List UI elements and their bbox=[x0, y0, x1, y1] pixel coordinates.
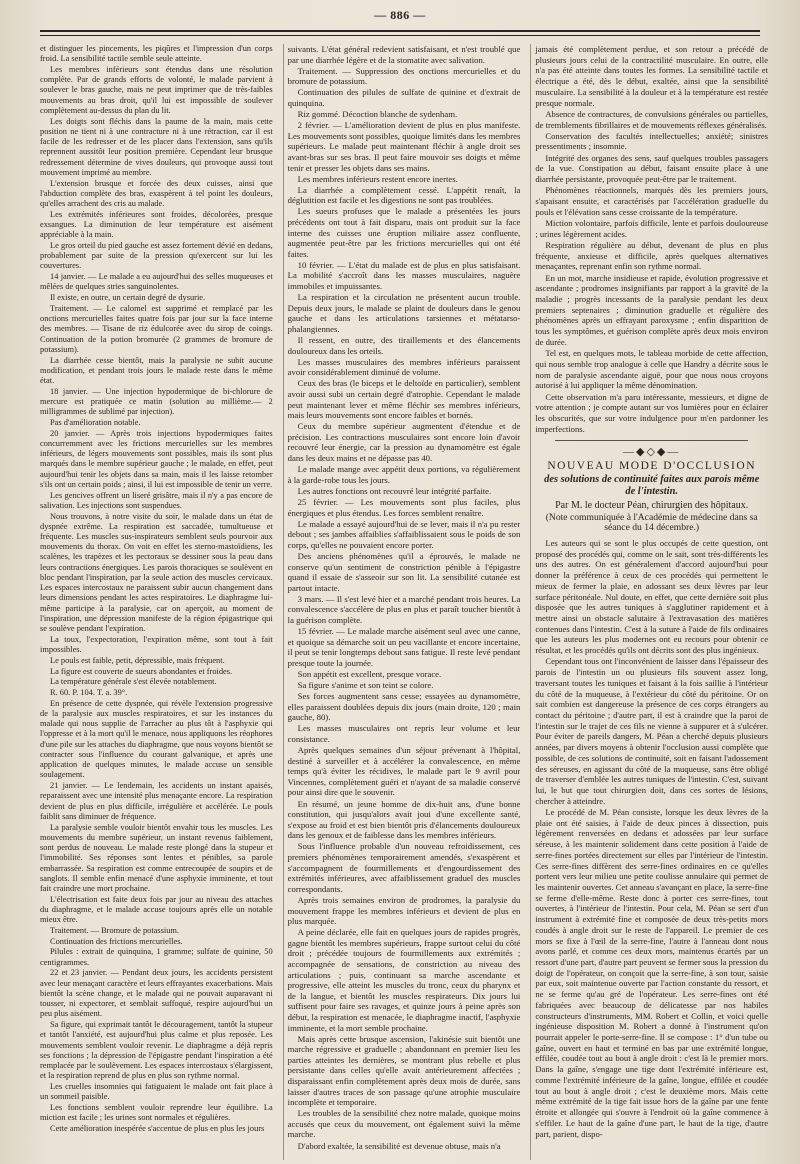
paragraph: Traitement. — Le calomel est supprimé et remplacé par les onctions mercurielles faites quatre fois par jour sur la face interne des membres. — Tisane de riz édulcorée avec du sirop de coings. Continuation de la potion bromurée (2 grammes de bromure de potassium). bbox=[40, 303, 273, 354]
paragraph: 15 février. — Le malade marche aisément seul avec une canne, et quoique sa démarche soit un peu vacillante et encore incertaine, il peut se tenir longtemps debout sans fatigue. Il reste levé pendant presque toute la journée. bbox=[287, 626, 521, 668]
paragraph: La température générale s'est élevée notablement. bbox=[50, 677, 217, 687]
paragraph: Ses forces augmentent sans cesse; essayées au dynamomètre, elles paraissent doublées depuis dix jours (main droite, 120 ; main gauche, 80). bbox=[287, 691, 521, 723]
paragraph: Miction volontaire, parfois difficile, lente et parfois douloureuse ; urines légèrement acides. bbox=[535, 218, 769, 239]
paragraph: Continuation des frictions mercurielles. bbox=[50, 936, 183, 946]
paragraph: Le malade a essayé aujourd'hui de se lever, mais il n'a pu rester debout ; ses jambes affaiblies s'affaiblissaient sous le poids de son corps, qu'elles ne pouvaient encore porter. bbox=[287, 518, 521, 550]
text-columns bbox=[40, 44, 768, 1160]
column-right bbox=[530, 44, 768, 1160]
paragraph: Les membres inférieurs restent encore inertes. bbox=[297, 173, 458, 184]
paragraph: L'électrisation est faite deux fois par jour au niveau des attaches du diaphragme, et le malade accuse toujours après elle un notable mieux être. bbox=[40, 894, 273, 925]
paragraph: Les doigts sont fléchis dans la paume de la main, mais cette position ne tient ni à une contracture ni à une rétraction, car il est facile de les redresser et de les placer dans l'extension, sans qu'ils reprennent aussitôt leur position première. Cependant leur brusque redressement détermine de vives douleurs, qui provoque aussi tout mouvement imprimé au membre. bbox=[40, 116, 273, 177]
paragraph: Le gros orteil du pied gauche est assez fortement dévié en dedans, probablement par suite de la pression qu'exercent sur lui les couvertures. bbox=[40, 240, 273, 271]
paragraph: Nous trouvons, à notre visite du soir, le malade dans un état de dyspnée extrême. La respiration est saccadée, tumultueuse et fréquente. Les muscles sus-inspirateurs semblent seuls pourvoir aux mouvements du thorax. On voit en effet les sterno-mastoïdiens, les scalènes, les trapèzes et les pectoraux se dessiner sous la peau dans leurs contractions énergiques. Les parois thoraciques se soulèvent en bloc pendant l'inspiration, par la seule action des muscles cervicaux. Les espaces intercostaux ne paraissent subir aucun changement dans leurs dimensions pendant les actes respiratoires. Le diaphragme lui-même participe à la paralysie, car on aperçoit, au moment de l'inspiration, une dépression manifeste de la région épigastrique qui se soulève pendant l'expiration. bbox=[40, 511, 273, 634]
paragraph: A peine déclarée, elle fait en quelques jours de rapides progrès, gagne bientôt les membres supérieurs, frappe surtout celui du côté droit ; précédée toujours de fourmillements aux extrémités ; accompagnée de sensations, de constriction au niveau des articulations ; puis, continuant sa marche ascendante et progressive, elle atteint les muscles du tronc, ceux du pharynx et de la langue, et bientôt les muscles respirateurs. Dix jours lui suffisent pour faire ses ravages, et quinze jours à peine après son début, la respiration est menacée, le diaphragme inactif, l'asphyxie imminente, et la mort semble prochaine. bbox=[287, 927, 521, 1033]
paragraph: Phénomènes réactionnels, marqués dès les premiers jours, s'apaisant ensuite, et caractérisés par l'accélération graduelle du pouls et l'élévation sans cesse croissante de la température. bbox=[535, 185, 769, 217]
column-left bbox=[40, 44, 273, 1160]
paragraph: Absence de contractures, de convulsions générales ou partielles, de tremblements fibrillaires et de mouvements réflexes généralisés. bbox=[535, 108, 769, 130]
paragraph: Des anciens phénomènes qu'il a éprouvés, le malade ne conserve qu'un sentiment de constriction pénible à l'épigastre quand il essaie de s'asseoir sur son lit. La sensibilité cutanée est partout intacte. bbox=[287, 550, 521, 593]
paragraph: Traitement. — Suppression des onctions mercurielles et du bromure de potassium. bbox=[287, 65, 521, 87]
paragraph: Ceux du membre supérieur augmentent d'étendue et de précision. Les contractions musculaires sont encore loin d'avoir recouvré leur énergie, car la pression au dynamomètre est égale dans les deux mains et ne dépasse pas 40. bbox=[287, 421, 521, 464]
paragraph: Cette observation m'a paru intéressante, messieurs, et digne de votre attention ; je compte autant sur vos lumières pour en éclairer les obscurités, que sur votre indulgence pour m'en pardonner les imperfections. bbox=[535, 391, 769, 434]
paragraph: Respiration régulière au début, devenant de plus en plus fréquente, anxieuse et difficile, après quelques alternatives menaçantes, reprenant enfin son rythme normal. bbox=[535, 239, 769, 272]
paragraph: Il ressent, en outre, des tiraillements et des élancements douloureux dans les orteils. bbox=[287, 335, 521, 356]
paragraph: La toux, l'expectoration, l'expiration même, sont tout à fait impossibles. bbox=[40, 634, 273, 655]
paragraph: et distinguer les pincements, les piqûres et l'impression d'un corps froid. La sensibilité tactile semble seule atteinte. bbox=[40, 44, 273, 64]
paragraph: 2 février. — L'amélioration devient de plus en plus manifeste. Les mouvements sont possibles, quoique limités dans les membres supérieurs. Le malade peut maintenant fléchir à angle droit ses avant-bras sur ses bras. Il peut faire mouvoir ses doigts et même tenir et presser les objets dans ses mains. bbox=[287, 120, 521, 173]
section-divider bbox=[555, 440, 748, 441]
page-header bbox=[40, 6, 760, 40]
article-note: (Note communiquée à l'Académie de médecine dans sa séance du 14 décembre.) bbox=[545, 511, 758, 534]
paragraph: Le pouls est faible, petit, dépressible, mais fréquent. bbox=[50, 655, 225, 665]
paragraph: La respiration et la circulation ne présentent aucun trouble. Depuis deux jours, le malade se plaint de douleurs dans le genou gauche et dans les articulations tarsiennes et métatarso-phalangiennes. bbox=[287, 292, 521, 334]
paragraph: Les extrémités inférieures sont froides, décolorées, presque exsangues. La diminution de leur température est aisément appréciable à la main. bbox=[40, 209, 273, 240]
article-heading bbox=[535, 440, 768, 534]
paragraph: Mais après cette brusque ascension, l'akinésie suit bientôt une marche régressive et graduelle ; abandonnant en premier lieu les parties atteintes les dernières, se montrant plus rebelle et plus persistante dans celles qu'elle avait antérieurement affectées ; disparaissant enfin complètement après deux mois de durée, sans laisser d'autres traces de son passage qu'une atrophie musculaire incomplète et temporaire. bbox=[287, 1033, 521, 1108]
article-title: NOUVEAU MODE D'OCCLUSION bbox=[547, 460, 756, 473]
article-subtitle: des solutions de continuité faites aux parois même de l'intestin. bbox=[544, 473, 760, 497]
paragraph: La diarrhée a complètement cessé. L'appétit renaît, la déglutition est facile et les digestions ne sont pas troublées. bbox=[287, 184, 521, 206]
paragraph: Riz gommé. Décoction blanche de sydenham. bbox=[297, 109, 458, 120]
paragraph: Tel est, en quelques mots, le tableau morbide de cette affection, qui nous semble trop analogue à celle que Handry a décrite sous le nom de paralysie ascendante aiguë, pour que nous nous croyons autorisé à lui appliquer la même dénomination. bbox=[535, 348, 769, 391]
paragraph: Son appétit est excellent, presque vorace. bbox=[297, 668, 442, 679]
paragraph: Les cruelles insomnies qui fatiguaient le malade ont fait place à un sommeil paisible. bbox=[40, 1081, 273, 1102]
paragraph: Sa figure, qui exprimait tantôt le découragement, tantôt la stupeur et tantôt l'anxiété, est aujourd'hui plus calme et plus reposée. Les mouvements semblent vouloir revenir. Le diaphragme a déjà repris ses fonctions ; la dépression de l'épigastre pendant l'inspiration a été remplacée par le soulèvement. Les espaces intercostaux s'élargissent, et la respiration reprend de plus en plus son rythme normal. bbox=[40, 1020, 273, 1081]
paragraph: Les autres fonctions ont recouvré leur intégrité parfaite. bbox=[297, 485, 492, 496]
paragraph: La paralysie semble vouloir bientôt envahir tous les muscles. Les mouvements du membre supérieur, un instant revenus faiblement, sont perdus de nouveau. Le malade reste plongé dans la stupeur et l'immobilité. Ses réponses sont lentes et pénibles, sa parole embarrassée. Sa respiration est comme entrecoupée de soupirs et de sanglots. Il semble enfin menacé d'une asphyxie imminente, et tout fait craindre une mort prochaine. bbox=[40, 822, 273, 893]
paragraph: La figure est couverte de sueurs abondantes et froides. bbox=[50, 666, 233, 676]
paragraph: L'extension brusque et forcée des deux cuisses, ainsi que l'abduction complète des bras, exaspèrent à tel point les douleurs, qu'elles arrachent des cris au malade. bbox=[40, 178, 273, 209]
paragraph: Les masses musculaires des membres inférieurs paraissent avoir considérablement diminué de volume. bbox=[287, 356, 521, 378]
paragraph: D'abord exaltée, la sensibilité est devenue obtuse, mais n'a bbox=[297, 1140, 501, 1151]
paragraph: Sous l'influence probable d'un nouveau refroidissement, ces premiers phénomènes temporairement amendés, s'exaspèrent et s'accompagnent de fourmillements et d'engourdissement des extrémités inférieures, avec affaiblissement graduel des muscles correspondants. bbox=[287, 841, 521, 894]
paragraph: Les troubles de la sensibilité chez notre malade, quoique moins accusés que ceux du mouvement, ont également suivi la même marche. bbox=[287, 1108, 521, 1140]
paragraph: Ceux des bras (le biceps et le deltoïde en particulier), semblent avoir aussi subi un certain degré d'atrophie. Cependant le malade peut maintenant lever et même fléchir ses membres inférieurs, mais leurs mouvements sont encore faibles et bornés. bbox=[287, 378, 521, 421]
paragraph: Pilules : extrait de quinquina, 1 gramme; sulfate de quinine, 50 centigrammes. bbox=[40, 947, 273, 967]
paragraph: La diarrhée cesse bientôt, mais la paralysie ne subit aucune modification, et pendant trois jours le malade reste dans le même état. bbox=[40, 355, 273, 385]
paragraph: En présence de cette dyspnée, qui révèle l'extension progressive de la paralysie aux muscles respiratoires, et sur les instances du malade qui nous supplie de l'arracher au plus tôt à l'asphyxie qui l'oppresse et à la mort qu'il le menace, nous appliquons les réophores d'une pile sur les attaches du diaphragme, que nous voyons bientôt se contracter sous l'influence du courant galvanique, et après une application de quelques minutes, le malade accuse un sensible soulagement. bbox=[40, 698, 273, 780]
paragraph: Conservation des facultés intellectuelles; anxiété; sinistres pressentiments ; insomnie. bbox=[535, 130, 769, 152]
paragraph: jamais été complètement perdue, et son retour a précédé de plusieurs jours celui de la contractilité musculaire. En outre, elle n'a pas été atteinte dans toutes les formes. La sensibilité tactile et électrique a été, dès le début, exaltée, ainsi que la sensibilité musculaire. La sensibilité à la douleur et à la température est restée presque normale. bbox=[535, 44, 769, 108]
paragraph: Cette amélioration inespérée s'accentue de plus en plus les jours bbox=[50, 1123, 265, 1133]
paragraph: Sa figure s'anime et son teint se colore. bbox=[297, 680, 434, 691]
paragraph: Cependant tous ont l'inconvénient de laisser dans l'épaisseur des parois de l'intestin un ou plusieurs fils souvent assez long, traversant toutes les tuniques et faisant à la fois saillie à l'intérieur du côté de la muqueuse, à l'extérieur du côté du péritoine. Or on sait combien est dangereuse la présence de ces corps étrangers au contact du péritoine ; d'autre part, il est à craindre que la paroi de l'intestin sur le trajet de ces fils ne vienne à suppurer et à s'ulcérer. Pour éviter de pareils dangers, M. Péan a cherché depuis plusieurs années, par divers moyens à obtenir l'occlusion aussi complète que possible, de ces solutions de continuité, soit en faisant l'adossement des séreuses, en agissant du côté de la muqueuse, sans être obligé de traverser d'emblée les autres tuniques de l'intestin. C'est, suivant lui, le but que tout chirurgien doit, dans ces sortes de lésions, chercher à atteindre. bbox=[535, 656, 769, 806]
paragraph: Les auteurs qui se sont le plus occupés de cette question, ont proposé des procédés qui, comme on le sait, sont très-différents les uns des autres. On est généralement d'accord aujourd'hui pour donner la préférence à ceux de ces procédés qui permettent le mieux de fermer la plaie, en adossant ses deux lèvres par leur surface péritonéale. Nul doute, en effet, que cette dernière soit plus disposée que les autres tuniques à s'agglutiner rapidement et à mettre ainsi un obstacle salutaire à l'extravasation des matières contenues dans l'intestin. C'est à la suture à l'aide de fils ordinaires que les auteurs les plus modernes ont eu recours pour obtenir ce résultat, et les procédés qu'ils ont décrits sont des plus ingénieux. bbox=[535, 537, 769, 656]
paragraph: En un mot, marche insidieuse et rapide, évolution progressive et ascendante ; prodromes insignifiants par rapport à la gravité de la maladie ; progrès incessants de la paralysie pendant les deux premiers septenaires ; diminution graduelle et régulière des phénomènes après un effrayant paroxysme ; enfin disparition de tous les symptômes, et guérison complète après deux mois environ de durée. bbox=[535, 272, 769, 347]
paragraph: 20 janvier. — Après trois injections hypodermiques faites concurremment avec les frictions mercurielles sur les membres inférieurs, de légers mouvements sont possibles, mais ils sont plus marqués dans le membre supérieur gauche ; le malade, en effet, peut aujourd'hui tenir les objets dans sa main, mais il les laisse retomber s'ils ont un certain poids ; ainsi, il lui est impossible de tenir un verre. bbox=[40, 428, 273, 489]
paragraph: Pas d'amélioration notable. bbox=[50, 417, 141, 427]
paragraph: Il existe, en outre, un certain degré de dysurie. bbox=[50, 293, 206, 303]
paragraph: En résumé, un jeune homme de dix-huit ans, d'une bonne constitution, qui jusqu'alors avait joui d'une excellente santé, s'expose au froid et est bien bientôt pris d'élancements douloureux dans les genoux et de faiblesse dans les membres inférieurs. bbox=[287, 798, 521, 841]
paragraph: suivants. L'état général redevient satisfaisant, et n'est troublé que par une diarrhée légère et de la stomatite avec salivation. bbox=[287, 44, 521, 65]
paragraph: Les gencives offrent un liseré grisâtre, mais il n'y a pas encore de salivation. Les injections sont suspendues. bbox=[40, 490, 273, 510]
page-number: — 886 — bbox=[374, 8, 426, 22]
paragraph: Le malade mange avec appétit deux portions, va régulièrement à la garde-robe tous les jours. bbox=[287, 464, 521, 485]
paragraph: Après trois semaines environ de prodromes, la paralysie du mouvement frappe les membres inférieurs et devient de plus en plus marquée. bbox=[287, 894, 521, 927]
header-rule-bottom bbox=[40, 35, 760, 36]
paragraph: Les membres inférieurs sont étendus dans une résolution complète. Par de grands efforts de volonté, le malade parvient à soulever le bras gauche, mais ne peut imprimer que de très-faibles mouvements au bras droit, qu'il lui est impossible de soulever complètement au-dessus du plan du lit. bbox=[40, 64, 273, 115]
header-rule-top bbox=[40, 30, 760, 32]
article-byline: Par M. le docteur Péan, chirurgien des hôpitaux. bbox=[555, 499, 749, 511]
paragraph: Les fonctions semblent vouloir reprendre leur équilibre. La miction est facile ; les urines sont normales et régulières. bbox=[40, 1102, 273, 1123]
paragraph: 14 janvier. — Le malade a eu aujourd'hui des selles muqueuses et mêlées de quelques stries sanguinolentes. bbox=[40, 272, 273, 292]
ornament-fleuron: —◆◇◆— bbox=[622, 446, 681, 459]
column-middle bbox=[283, 44, 521, 1160]
paragraph: 10 février. — L'état du malade est de plus en plus satisfaisant. La mobilité s'accroît dans les masses musculaires, naguère immobiles et impuissantes. bbox=[287, 259, 521, 292]
paragraph: Les sueurs profuses que le malade a présentées les jours précédents ont tout à fait disparu, mais ont produit sur la face interne des cuisses une éruption miliaire assez confluente, augmentée peut-être par les frictions mercurielles qui ont été faites. bbox=[287, 206, 521, 259]
paragraph: Les masses musculaires ont repris leur volume et leur consistance. bbox=[287, 723, 521, 744]
paragraph: Le procédé de M. Péan consiste, lorsque les deux lèvres de la plaie ont été saisies, à l'aide de deux pinces à dissection, puis légèrement renversées en dedans et adossées par leur surface séreuse, à les maintenir solidement dans cette position à l'aide de serre-fines portées directement sur elles par l'intérieur de l'intestin. Ces serre-fines diffèrent des serre-fines ordinaires en ce qu'elles portent vers leur milieu une petite coulisse annulaire qui permet de les maintenir ouvertes. Cet anneau s'avançant en place, la serre-fine se ferme d'elle-même. Reste donc à porter ces serre-fines, tout ouvertes, à l'intérieur de l'intestin. Pour cela, M. Péan se sert d'un instrument à extrémité fine et composée de deux très-petits mors coudés à angle droit sur le reste de l'appareil. Le premier de ces mors se fixe à l'œil de la serre-fine, l'autre à l'anneau dont nous avons parlé, et comme ces deux mors, maintenus écartés par un ressort d'une part, d'autre part peuvent se fermer sous la pression du doigt de l'opérateur, on conçoit que la serre-fine, à son tour, saisie par eux, soit maintenue ouverte par l'action constante du ressort, et ne se ferme qu'au gré de l'opérateur. Les serre-fines ont été fabriquées avec beaucoup de délicatesse par nos habiles constructeurs d'instruments, MM. Robert et Collin, et voici quelle ingénieuse disposition M. Robert a donné à l'instrument qu'on pourrait appeler le porte-serre-fine. Il se compose : 1° d'un tube ou gaîne, ouvert en haut et terminé en bas par une extrémité longue, effilée, coudée tout au bout à angle droit : c'est là le premier mors. Dans la gaîne, s'engage une tige dont l'extrémité inférieure est, comme l'extrémité inférieure de la gaîne, longue, effilée et coudée tout au bout à angle droit ; c'est le deuxième mors. Mais cette même extrémité de la tige fait issue hors de la gaîne par une fente étroite et allongée qui s'ouvre à l'endroit où la gaîne commence à s'effiler. Le haut de la gaîne d'une part, le haut de la tige, d'autre part, parient, dispo- bbox=[535, 806, 769, 1139]
paragraph: 21 janvier. — Le lendemain, les accidents un instant apaisés, reparaissent avec une intensité plus menaçante encore. La respiration devient de plus en plus difficile, irrégulière et accélérée. Le pouls faiblit sans diminuer de fréquence. bbox=[40, 781, 273, 821]
paragraph: Intégrité des organes des sens, sauf quelques troubles passagers de la vue. Constipation au début, faisant ensuite place à une diarrhée persistante, provoquée peut-être par le traitement. bbox=[535, 152, 769, 185]
paragraph: 3 mars. — Il s'est levé hier et a marché pendant trois heures. La convalescence s'accélère de plus en plus et paraît toucher bientôt à la guérison complète. bbox=[287, 593, 521, 625]
paragraph: R. 60. P. 104. T. a. 39°. bbox=[50, 688, 128, 698]
paragraph: Traitement. — Bromure de potassium. bbox=[50, 925, 180, 935]
paragraph: 22 et 23 janvier. — Pendant deux jours, les accidents persistent avec leur menaçant caractère et leurs effrayantes exacerbations. Mais bientôt la scène change, et le malade qui ne pouvait auparavant ni tousser, ni expectorer, et semblait suffoqué, respire aujourd'hui un peu plus aisément. bbox=[40, 968, 273, 1019]
paragraph: Après quelques semaines d'un séjour prévenant à l'hôpital, destiné à surveiller et à accélérer la convalescence, en même temps qu'à éviter les récidives, le malade part le 9 avril pour Vincennes, complètement guéri et n'ayant de sa maladie conservé pour ainsi dire que le souvenir. bbox=[287, 745, 521, 798]
paragraph: 25 février. — Les mouvements sont plus faciles, plus énergiques et plus étendus. Les forces semblent renaître. bbox=[287, 496, 521, 518]
paragraph: Continuation des pilules de sulfate de quinine et d'extrait de quinquina. bbox=[287, 87, 521, 108]
paragraph: 18 janvier. — Une injection hypodermique de bi-chlorure de mercure est pratiquée ce matin (solution au millième.— 2 milligrammes de sublimé par injection). bbox=[40, 386, 273, 417]
